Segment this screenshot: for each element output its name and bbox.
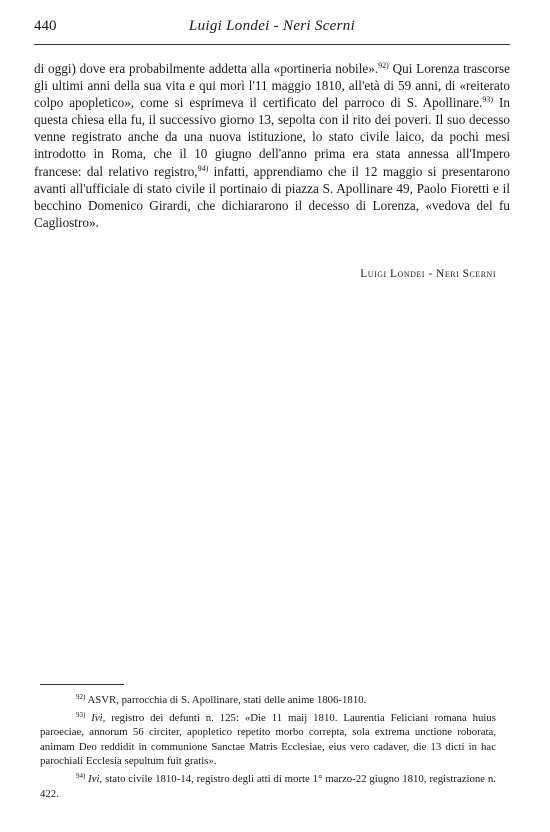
- footnote-lead: Ivi,: [91, 711, 106, 724]
- footnote-mark: 94): [76, 771, 86, 780]
- author-signature: Luigi Londei - Neri Scerni: [360, 268, 496, 280]
- footnote-94: [40, 772, 496, 801]
- running-head: Luigi Londei - Neri Scerni: [188, 18, 356, 34]
- body-segment-2: Qui Lorenza trascorse gli ultimi anni della sua vita e qui morì l'11 maggio 1810, all'età di 59 anni, di «reiterato colpo apopletico», come si esprimeva il certificato del parroco di S. Apollinare.: [34, 61, 510, 111]
- footnote-text: stato civile 1810-14, registro degli atti di morte 1° marzo-22 giugno 1810, registrazione n. 422.: [40, 772, 497, 800]
- footnote-ref-92: 92): [378, 61, 389, 70]
- footnote-mark: 92): [76, 693, 86, 701]
- footnote-93: [40, 711, 496, 769]
- page-number: 440: [34, 18, 57, 34]
- body-segment-1: di oggi) dove era probabilmente addetta alla «portineria nobile».: [34, 61, 379, 76]
- footnote-text: ASVR, parrocchia di S. Apollinare, stati delle anime 1806-1810.: [87, 694, 367, 706]
- body-segment-4: infatti, apprendiamo che il 12 maggio si presentarono avanti all'ufficiale di stato civile il portinaio di piazza S. Apollinare 49, Paolo Fioretti e il becchino Domenico Girardi, che dichiararono il decesso di Lorenza, «vedova del fu Cagliostro».: [34, 163, 510, 230]
- footnote-rule: [40, 684, 124, 685]
- footnote-mark: 93): [76, 710, 86, 719]
- footnote-text: registro dei defunti n. 125: «Die 11 maij 1810. Laurentia Feliciani romana huius paroeciae, annorum 56 circiter, apopletico repetito morbo correpta, sola extrema unctione roborata, animam Deo reddidit in communione Sanctae Matris Ecclesiae, eius vero cadaver, die 13 dicti in hac parochiali Ecclesia sepultum fuit gratis».: [40, 711, 497, 768]
- footnote-lead: Ivi,: [88, 772, 103, 785]
- body-segment-3: In questa chiesa ella fu, il successivo giorno 13, sepolta con il rito dei poveri. Il suo decesso venne registrato anche da una nuova istituzione, lo stato civile laico, da pochi mesi introdotto in Roma, che il 10 giugno dell'anno prima era stata annessa all'Impero francese: dal relativo registro,: [34, 95, 510, 179]
- footnotes: [40, 693, 496, 804]
- footnote-92: [40, 693, 496, 708]
- footnote-ref-94: 94): [197, 163, 209, 173]
- footnote-ref-93: 93): [482, 95, 494, 105]
